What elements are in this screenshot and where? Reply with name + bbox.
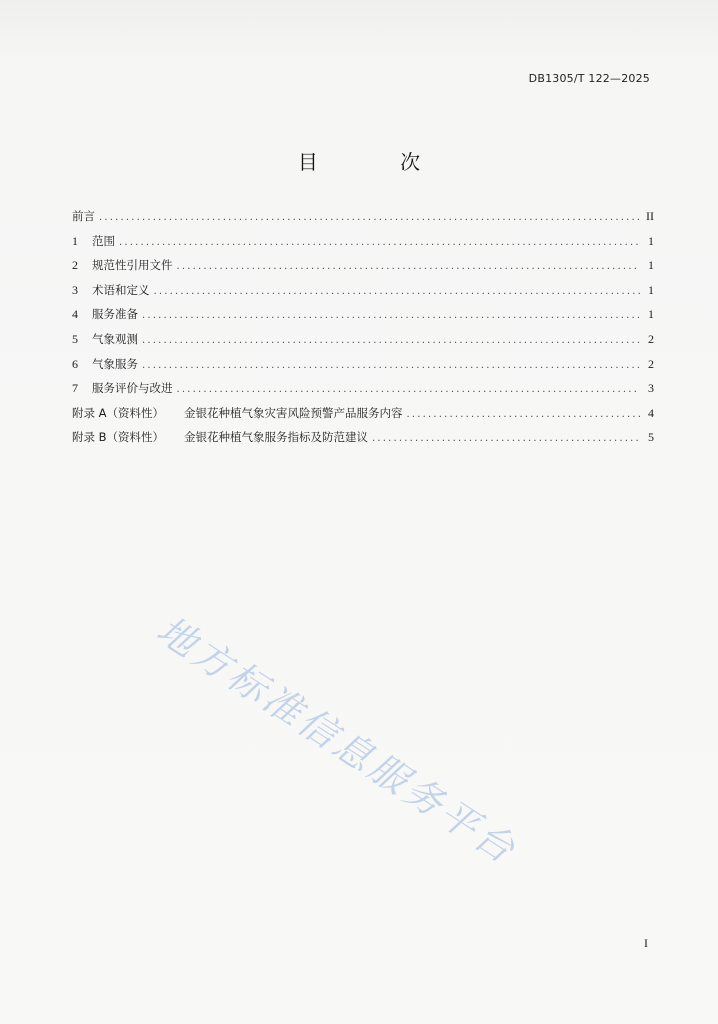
toc-entry-6[interactable] <box>72 356 654 381</box>
toc-dot-leader <box>177 384 641 395</box>
toc-entry-appendix-a[interactable] <box>72 405 654 430</box>
watermark: 地方标准信息服务平台 <box>149 607 526 874</box>
toc-entry-page: 1 <box>648 258 654 273</box>
toc-entry-number: 3 <box>72 282 78 297</box>
toc-entry-2[interactable] <box>72 257 654 282</box>
toc-entry-label: 气象服务 <box>92 356 138 371</box>
toc-entry-number: 5 <box>72 331 78 346</box>
toc-entry-page: 3 <box>648 381 654 396</box>
toc-entry-page: 2 <box>648 331 654 346</box>
toc-entry-appendix-b[interactable] <box>72 429 654 454</box>
toc-entry-page: 2 <box>648 356 654 371</box>
toc-entry-page: 4 <box>648 405 654 420</box>
toc-entry-number: 2 <box>72 258 78 273</box>
toc-entry-label: 金银花种植气象服务指标及防范建议 <box>184 430 368 445</box>
page-title: 目 次 <box>297 150 459 174</box>
table-of-contents <box>72 208 654 454</box>
toc-entry-label: 气象观测 <box>92 331 138 346</box>
toc-dot-leader <box>407 409 641 420</box>
toc-dot-leader <box>99 212 640 223</box>
toc-entry-page: II <box>646 209 654 223</box>
toc-dot-leader <box>372 433 640 444</box>
toc-entry-page: 1 <box>648 282 654 297</box>
toc-entry-label: 规范性引用文件 <box>92 258 173 273</box>
page-number: I <box>644 936 648 950</box>
toc-appendix-prefix: 附录 B（资料性） <box>72 430 165 445</box>
toc-entry-label: 术语和定义 <box>92 282 150 297</box>
toc-entry-label: 服务准备 <box>92 307 138 322</box>
toc-entry-5[interactable] <box>72 331 654 356</box>
toc-entry-1[interactable] <box>72 233 654 258</box>
toc-entry-3[interactable] <box>72 282 654 307</box>
toc-entry-label: 金银花种植气象灾害风险预警产品服务内容 <box>184 405 403 420</box>
document-id: DB1305/T 122—2025 <box>528 72 650 85</box>
toc-appendix-prefix: 附录 A（资料性） <box>72 405 165 420</box>
toc-entry-page: 1 <box>648 307 654 322</box>
toc-dot-leader <box>177 261 641 272</box>
toc-dot-leader <box>142 360 640 371</box>
toc-dot-leader <box>154 286 641 297</box>
toc-entry-foreword[interactable] <box>72 208 654 233</box>
toc-dot-leader <box>142 310 640 321</box>
toc-entry-number: 1 <box>72 233 78 248</box>
toc-entry-number: 7 <box>72 381 78 396</box>
toc-entry-page: 1 <box>648 233 654 248</box>
toc-entry-page: 5 <box>648 430 654 445</box>
toc-entry-label: 前言 <box>72 209 95 223</box>
toc-dot-leader <box>119 237 640 248</box>
toc-entry-4[interactable] <box>72 306 654 331</box>
toc-entry-label: 服务评价与改进 <box>92 381 173 396</box>
toc-entry-number: 4 <box>72 307 78 322</box>
toc-dot-leader <box>142 335 640 346</box>
toc-entry-7[interactable] <box>72 380 654 405</box>
toc-entry-number: 6 <box>72 356 78 371</box>
toc-entry-label: 范围 <box>92 233 115 248</box>
